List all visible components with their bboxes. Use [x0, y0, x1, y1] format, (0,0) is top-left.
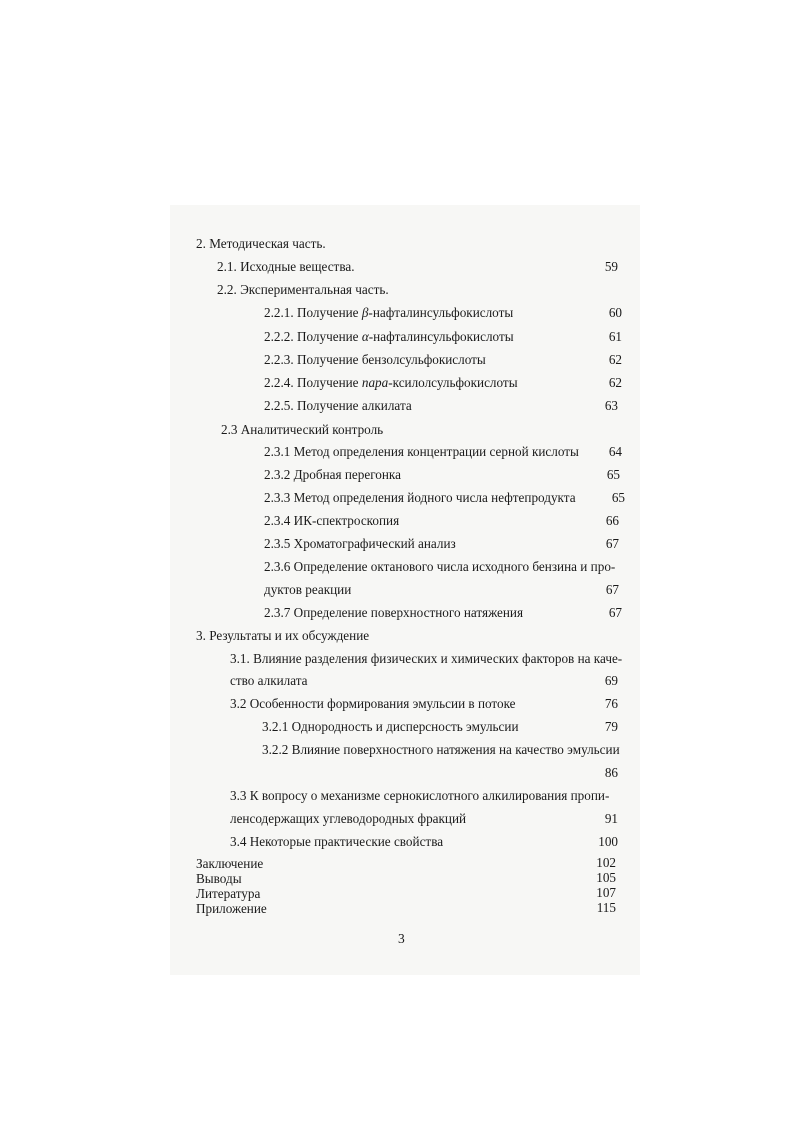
toc-entry-3-1: 3.1. Влияние разделения физических и химических факторов на каче-	[230, 651, 623, 666]
toc-entry-2-3-6: 2.3.6 Определение октанового числа исходного бензина и про-	[264, 559, 616, 574]
toc-page-2-1: 59	[604, 259, 618, 274]
toc-entry-2-2-3: 2.2.3. Получение бензолсульфокислоты	[264, 352, 486, 367]
toc-entry-3-2-1: 3.2.1 Однородность и дисперсность эмульсии	[262, 719, 519, 734]
toc-entry-2-2-4: 2.2.4. Получение пара-ксилолсульфокислоты	[264, 375, 518, 390]
toc-entry-2: 2. Методическая часть.	[196, 236, 326, 251]
toc-page-3-3: 91	[604, 811, 618, 826]
toc-entry-3: 3. Результаты и их обсуждение	[196, 628, 370, 643]
toc-page-2-2-1: 60	[608, 305, 622, 320]
toc-entry-2-3-3: 2.3.3 Метод определения йодного числа нефтепродукта	[264, 490, 576, 505]
toc-entry-2-2-2: 2.2.2. Получение α-нафталинсульфокислоты	[264, 329, 514, 344]
toc-page-3-2-1: 79	[604, 719, 618, 734]
toc-page-2-3-6: 67	[605, 582, 619, 597]
page-number: 3	[398, 931, 405, 946]
toc-entry-2-2-5: 2.2.5. Получение алкилата	[264, 398, 412, 413]
toc-entry-appendix: Приложение	[196, 901, 267, 916]
toc-entry-3-2: 3.2 Особенности формирования эмульсии в потоке	[230, 696, 516, 711]
toc-entry-2-3-6-cont: дуктов реакции	[264, 582, 352, 597]
toc-page-2-3-7: 67	[608, 605, 622, 620]
toc-page-literature: 107	[596, 885, 616, 900]
toc-entry-3-3: 3.3 К вопросу о механизме сернокислотного алкилирования пропи-	[230, 788, 610, 803]
toc-page-2-3-3: 65	[611, 490, 625, 505]
toc-page-conclusion: 102	[596, 855, 616, 870]
toc-page-findings: 105	[596, 870, 616, 885]
toc-entry-2-3-7: 2.3.7 Определение поверхностного натяжения	[264, 605, 524, 620]
toc-entry-3-2-2: 3.2.2 Влияние поверхностного натяжения на качество эмульсии	[262, 742, 620, 757]
toc-entry-2-3-5: 2.3.5 Хроматографический анализ	[264, 536, 456, 551]
toc-entry-conclusion: Заключение	[196, 856, 264, 871]
toc-entry-2-2-1: 2.2.1. Получение β-нафталинсульфокислоты	[264, 305, 514, 320]
toc-entry-2-3-1: 2.3.1 Метод определения концентрации серной кислоты	[264, 444, 579, 459]
toc-page-3-4: 100	[598, 834, 618, 849]
toc-entry-findings: Выводы	[196, 871, 242, 886]
toc-entry-2-3-2: 2.3.2 Дробная перегонка	[264, 467, 401, 482]
toc-page-3-2: 76	[604, 696, 618, 711]
toc-page-2-2-2: 61	[608, 329, 622, 344]
toc-entry-2-3: 2.3 Аналитический контроль	[221, 422, 384, 437]
toc-entry-2-1: 2.1. Исходные вещества.	[217, 259, 355, 274]
toc-page-2-3-4: 66	[605, 513, 619, 528]
toc-entry-3-1-cont: ство алкилата	[230, 673, 308, 688]
toc-entry-literature: Литература	[196, 886, 261, 901]
toc-page-3-1: 69	[604, 673, 618, 688]
toc-page-appendix: 115	[596, 900, 616, 915]
toc-page-2-2-5: 63	[604, 398, 618, 413]
toc-page-3-2-2: 86	[604, 765, 618, 780]
toc-entry-2-3-4: 2.3.4 ИК-спектроскопия	[264, 513, 400, 528]
toc-page-2-3-5: 67	[605, 536, 619, 551]
toc-page-2-2-3: 62	[608, 352, 622, 367]
toc-entry-3-4: 3.4 Некоторые практические свойства	[230, 834, 444, 849]
toc-page-2-2-4: 62	[608, 375, 622, 390]
toc-page-2-3-1: 64	[608, 444, 622, 459]
toc-entry-3-3-cont: ленсодержащих углеводородных фракций	[230, 811, 467, 826]
toc-entry-2-2: 2.2. Экспериментальная часть.	[217, 282, 389, 297]
toc-page-2-3-2: 65	[606, 467, 620, 482]
